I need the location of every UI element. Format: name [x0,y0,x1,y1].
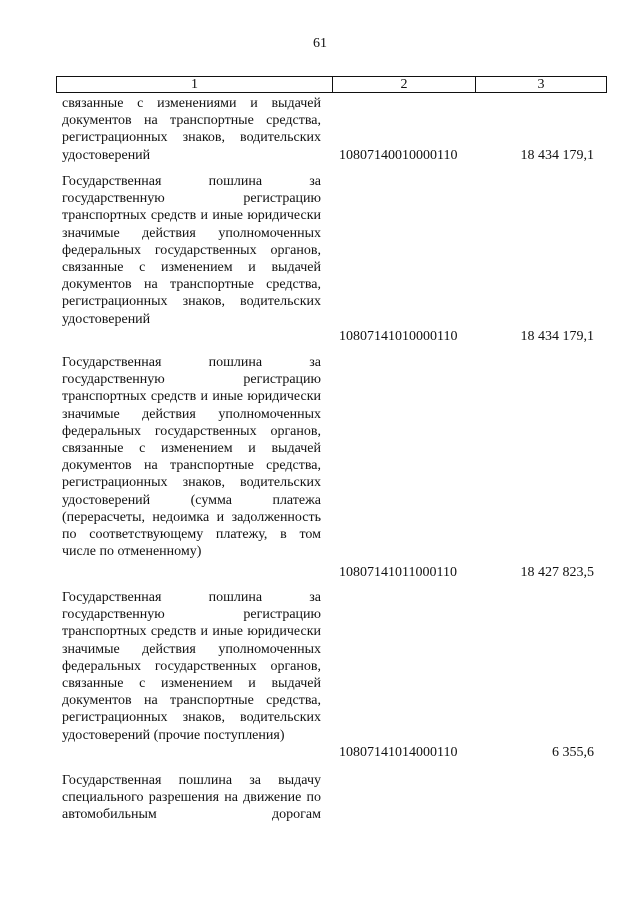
row-amount: 6 355,6 [552,745,594,760]
header-col-1: 1 [57,77,333,92]
row-amount: 18 427 823,5 [520,565,594,580]
header-col-3: 3 [537,77,545,92]
row-amount: 18 434 179,1 [520,329,594,344]
row-amount: 18 434 179,1 [520,148,594,163]
row-description: Государственная пошлина за государственную регистрацию транспортных средств и иные юридически значимые действия уполномоченных федеральных государственных органов, связанные с изменением и выдачей документов на транспортные средства, регистрационных знаков, водительских удостоверений [62,174,321,327]
row-description: связанные с изменениями и выдачей документов на транспортные средства, регистрационных знаков, водительских удостоверений [62,96,321,163]
row-code: 10807141010000110 [339,329,458,344]
page-number: 61 [313,36,327,51]
row-description: Государственная пошлина за государственную регистрацию транспортных средств и иные юридически значимые действия уполномоченных федеральных государственных органов, связанные с изменением и выдачей документов на транспортные средства, регистрационных знаков, водительских удостоверений (прочие поступления) [62,590,321,743]
row-code: 10807141014000110 [339,745,458,760]
row-code: 10807141011000110 [339,565,457,580]
row-code: 10807140010000110 [339,148,458,163]
header-col-2: 2 [333,77,476,92]
table-header-row [56,76,607,93]
row-description: Государственная пошлина за выдачу специального разрешения на движение по автомобильным дорогам [62,773,321,823]
row-description: Государственная пошлина за государственную регистрацию транспортных средств и иные юридически значимые действия уполномоченных федеральных государственных органов, связанные с изменением и выдачей документов на транспортные средства, регистрационных знаков, водительских удостоверений (сумма платежа (перерасчеты, недоимка и задолженность по соответствующему платежу, в том числе по отмененному) [62,355,321,560]
